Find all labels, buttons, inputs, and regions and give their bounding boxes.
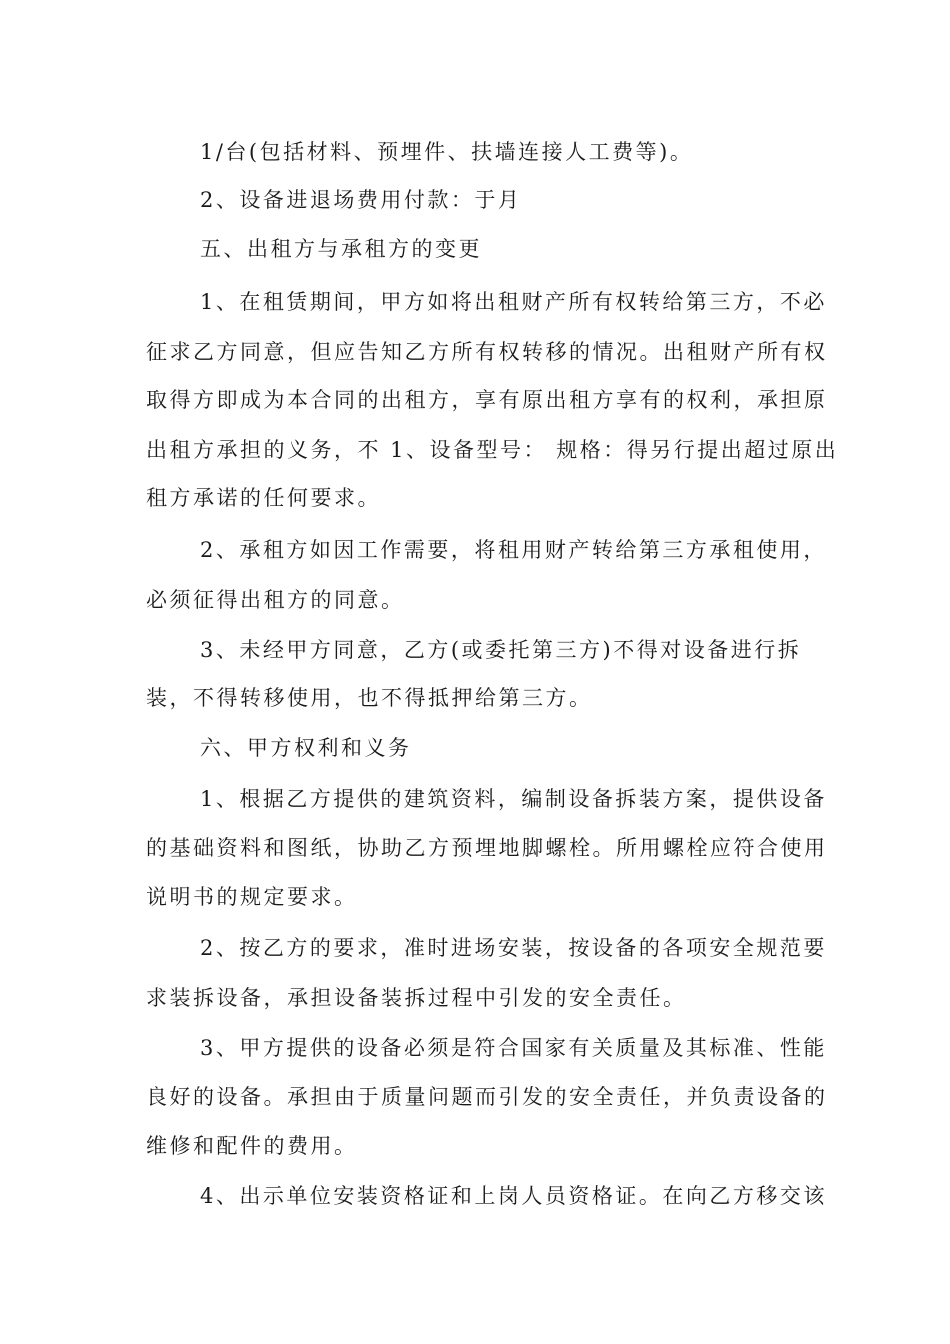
text-line: 2、按乙方的要求，准时进场安装，按设备的各项安全规范要	[200, 936, 827, 960]
text-line: 求装拆设备，承担设备装拆过程中引发的安全责任。	[146, 986, 687, 1010]
text-line: 1、在租赁期间，甲方如将出租财产所有权转给第三方，不必	[200, 290, 827, 314]
text-line: 2、承租方如因工作需要，将租用财产转给第三方承租使用，	[200, 538, 827, 562]
text-line: 征求乙方同意，但应告知乙方所有权转移的情况。出租财产所有权	[146, 340, 828, 364]
section-heading: 五、出租方与承租方的变更	[200, 237, 482, 261]
text-line: 装，不得转移使用，也不得抵押给第三方。	[146, 686, 593, 710]
section-heading: 六、甲方权利和义务	[200, 736, 412, 760]
text-line: 1、根据乙方提供的建筑资料，编制设备拆装方案，提供设备	[200, 787, 827, 811]
text-line: 的基础资料和图纸，协助乙方预埋地脚螺栓。所用螺栓应符合使用	[146, 836, 828, 860]
text-line: 2、设备进退场费用付款：于月	[200, 188, 522, 212]
text-line: 3、未经甲方同意，乙方(或委托第三方)不得对设备进行拆	[200, 638, 802, 662]
text-line: 1/台(包括材料、预埋件、扶墙连接人工费等)。	[200, 140, 694, 164]
text-line: 必须征得出租方的同意。	[146, 588, 405, 612]
text-line: 出租方承担的义务，不 1、设备型号： 规格：得另行提出超过原出	[146, 438, 839, 462]
text-line: 取得方即成为本合同的出租方，享有原出租方享有的权利，承担原	[146, 388, 828, 412]
text-line: 维修和配件的费用。	[146, 1134, 358, 1158]
text-line: 3、甲方提供的设备必须是符合国家有关质量及其标准、性能	[200, 1036, 827, 1060]
text-line: 租方承诺的任何要求。	[146, 486, 381, 510]
text-line: 良好的设备。承担由于质量问题而引发的安全责任，并负责设备的	[146, 1085, 828, 1109]
text-line: 4、出示单位安装资格证和上岗人员资格证。在向乙方移交该	[200, 1184, 827, 1208]
text-line: 说明书的规定要求。	[146, 885, 358, 909]
